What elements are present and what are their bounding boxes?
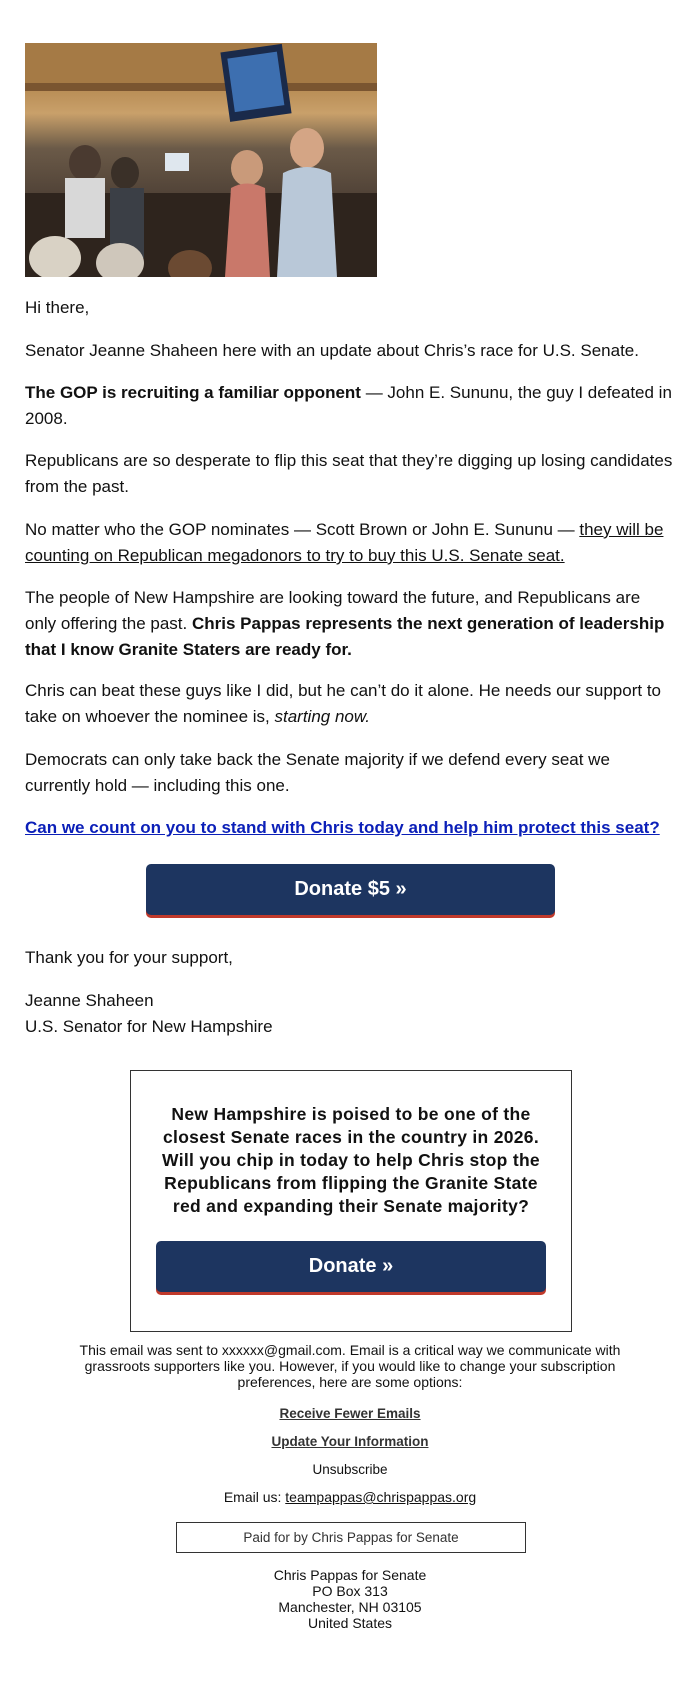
opponent-rest-text: — John E. Sununu, the guy I defeated in 2008. [25,383,672,428]
megadonors-paragraph [25,517,675,569]
email-us-label: Email us: [223,1489,286,1505]
sent-notice: This email was sent to xxxxxx@gmail.com. Email is a critical way we communicate with grassroots supporters like you. However, if you would like to change your subscription preferences, here are some options: [79,1342,621,1390]
support-start-text: Chris can beat these guys like I did, but he can’t do it alone. He needs our support to take on whoever the nominee is, [25,681,661,726]
future-start-text: The people of New Hampshire are looking toward the future, and Republicans are only offering the past. [25,588,641,633]
appeal-box [130,1070,572,1332]
megadonors-underline-text[interactable]: they will be counting on Republican megadonors to try to buy this U.S. Senate seat. [25,520,664,565]
email-us-row [60,1489,640,1505]
thanks-text: Thank you for your support, [25,948,233,967]
intro-paragraph: Senator Jeanne Shaheen here with an update about Chris’s race for U.S. Senate. [25,341,639,360]
fewer-emails-row [60,1405,640,1422]
unsubscribe-row [60,1461,640,1478]
address-line: United States [307,1615,393,1631]
majority-paragraph: Democrats can only take back the Senate majority if we defend every seat we currently hold — including this one. [25,750,610,795]
megadonors-start-text: No matter who the GOP nominates — Scott Brown or John E. Sununu — [25,520,580,539]
mailing-address [60,1567,640,1631]
appeal-text: New Hampshire is poised to be one of the closest Senate races in the country in 2026. Will you chip in today to help Chris stop the Republicans from flipping the Granite State red and expanding their Senate majority? [162,1104,540,1216]
opponent-paragraph [25,380,675,432]
unsubscribe-link[interactable]: Unsubscribe [312,1462,388,1477]
future-paragraph [25,585,675,663]
greeting: Hi there, [25,298,90,317]
signature-name: Jeanne Shaheen [25,991,154,1010]
cta-paragraph [25,815,675,841]
donate-button[interactable]: Donate » [156,1241,546,1292]
update-information-link[interactable]: Update Your Information [271,1434,429,1449]
photo-illustration [25,43,377,277]
desperate-paragraph: Republicans are so desperate to flip this seat that they’re digging up losing candidates from the past. [25,451,673,496]
donate-5-button[interactable]: Donate $5 » [146,864,555,915]
address-line: Manchester, NH 03105 [278,1599,422,1615]
update-info-row [60,1433,640,1450]
email-address-link[interactable]: teampappas@chrispappas.org [285,1489,477,1505]
future-bold-text: Chris Pappas represents the next generation of leadership that I know Granite Staters are ready for. [25,614,665,659]
opponent-bold-text: The GOP is recruiting a familiar opponent [25,383,361,402]
address-line: PO Box 313 [312,1583,388,1599]
receive-fewer-emails-link[interactable]: Receive Fewer Emails [279,1406,421,1421]
header-photo [25,43,377,277]
support-italic-text: starting now. [274,707,370,726]
paid-for-disclaimer: Paid for by Chris Pappas for Senate [176,1522,526,1553]
address-line: Chris Pappas for Senate [273,1567,427,1583]
signature-title: U.S. Senator for New Hampshire [25,1017,273,1036]
support-paragraph [25,678,675,730]
cta-link[interactable]: Can we count on you to stand with Chris today and help him protect this seat? [25,818,660,837]
email-body [25,43,675,1036]
